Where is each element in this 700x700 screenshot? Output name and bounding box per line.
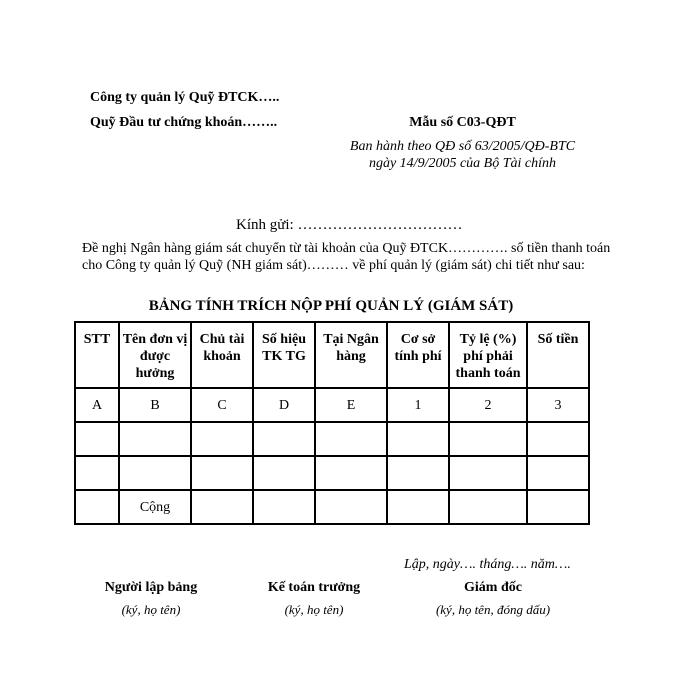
empty-cell bbox=[527, 422, 589, 456]
empty-cell bbox=[387, 422, 449, 456]
empty-cell bbox=[119, 456, 191, 490]
empty-cell bbox=[387, 490, 449, 524]
header-stt: STT bbox=[75, 322, 119, 388]
empty-cell bbox=[315, 490, 387, 524]
table-row bbox=[75, 422, 589, 456]
header-amount: Số tiền bbox=[527, 322, 589, 388]
table-header-row bbox=[75, 322, 589, 388]
form-code: Mẫu số C03-QĐT bbox=[409, 115, 516, 130]
table-title: BẢNG TÍNH TRÍCH NỘP PHÍ QUẢN LÝ (GIÁM SÁT) bbox=[148, 298, 514, 314]
header-account-number: Số hiệu TK TG bbox=[253, 322, 315, 388]
code-cell: C bbox=[191, 388, 253, 422]
code-cell: A bbox=[75, 388, 119, 422]
company-name: Công ty quản lý Quỹ ĐTCK….. bbox=[90, 90, 280, 105]
signer-director bbox=[413, 580, 573, 618]
signer-note: (ký, họ tên) bbox=[121, 602, 181, 617]
fund-name: Quỹ Đầu tư chứng khoán…….. bbox=[90, 115, 278, 130]
empty-cell bbox=[191, 456, 253, 490]
code-cell: 1 bbox=[387, 388, 449, 422]
code-cell: 3 bbox=[527, 388, 589, 422]
empty-cell bbox=[119, 422, 191, 456]
table-code-row bbox=[75, 388, 589, 422]
header-bank: Tại Ngân hàng bbox=[315, 322, 387, 388]
empty-cell bbox=[315, 422, 387, 456]
empty-cell bbox=[315, 456, 387, 490]
signer-chief-accountant bbox=[234, 580, 394, 618]
code-cell: D bbox=[253, 388, 315, 422]
empty-cell bbox=[191, 490, 253, 524]
empty-cell bbox=[449, 490, 527, 524]
request-text: Đề nghị Ngân hàng giám sát chuyển từ tài khoản của Quỹ ĐTCK…………. số tiền thanh toán cho Công ty quản lý Quỹ (NH giám sát)……… về phí quản lý (giám sát) chi tiết như sau: bbox=[82, 241, 611, 273]
table-total-row bbox=[75, 490, 589, 524]
code-cell: 2 bbox=[449, 388, 527, 422]
empty-cell bbox=[75, 422, 119, 456]
empty-cell bbox=[253, 456, 315, 490]
code-cell: B bbox=[119, 388, 191, 422]
header-beneficiary: Tên đơn vị được hưởng bbox=[119, 322, 191, 388]
header-fee-rate: Tỷ lệ (%) phí phải thanh toán bbox=[449, 322, 527, 388]
signer-preparer bbox=[71, 580, 231, 618]
empty-cell bbox=[387, 456, 449, 490]
issued-by-line2: ngày 14/9/2005 của Bộ Tài chính bbox=[368, 156, 557, 171]
signer-title: Kế toán trưởng bbox=[267, 580, 361, 595]
empty-cell bbox=[75, 456, 119, 490]
empty-cell bbox=[253, 490, 315, 524]
fee-table bbox=[74, 321, 590, 525]
header-account-holder: Chủ tài khoản bbox=[191, 322, 253, 388]
total-label: Cộng bbox=[119, 490, 191, 524]
date-line: Lập, ngày…. tháng…. năm…. bbox=[404, 557, 571, 572]
empty-cell bbox=[253, 422, 315, 456]
signer-title: Người lập bảng bbox=[104, 580, 198, 595]
empty-cell bbox=[527, 490, 589, 524]
salutation: Kính gửi: …………………………… bbox=[236, 217, 463, 233]
signer-note: (ký, họ tên, đóng dấu) bbox=[435, 602, 551, 617]
empty-cell bbox=[449, 422, 527, 456]
table-row bbox=[75, 456, 589, 490]
empty-cell bbox=[191, 422, 253, 456]
signer-title: Giám đốc bbox=[464, 580, 522, 595]
empty-cell bbox=[75, 490, 119, 524]
issued-by-line1: Ban hành theo QĐ số 63/2005/QĐ-BTC bbox=[349, 139, 576, 154]
code-cell: E bbox=[315, 388, 387, 422]
signer-note: (ký, họ tên) bbox=[284, 602, 344, 617]
empty-cell bbox=[449, 456, 527, 490]
header-fee-basis: Cơ sở tính phí bbox=[387, 322, 449, 388]
empty-cell bbox=[527, 456, 589, 490]
